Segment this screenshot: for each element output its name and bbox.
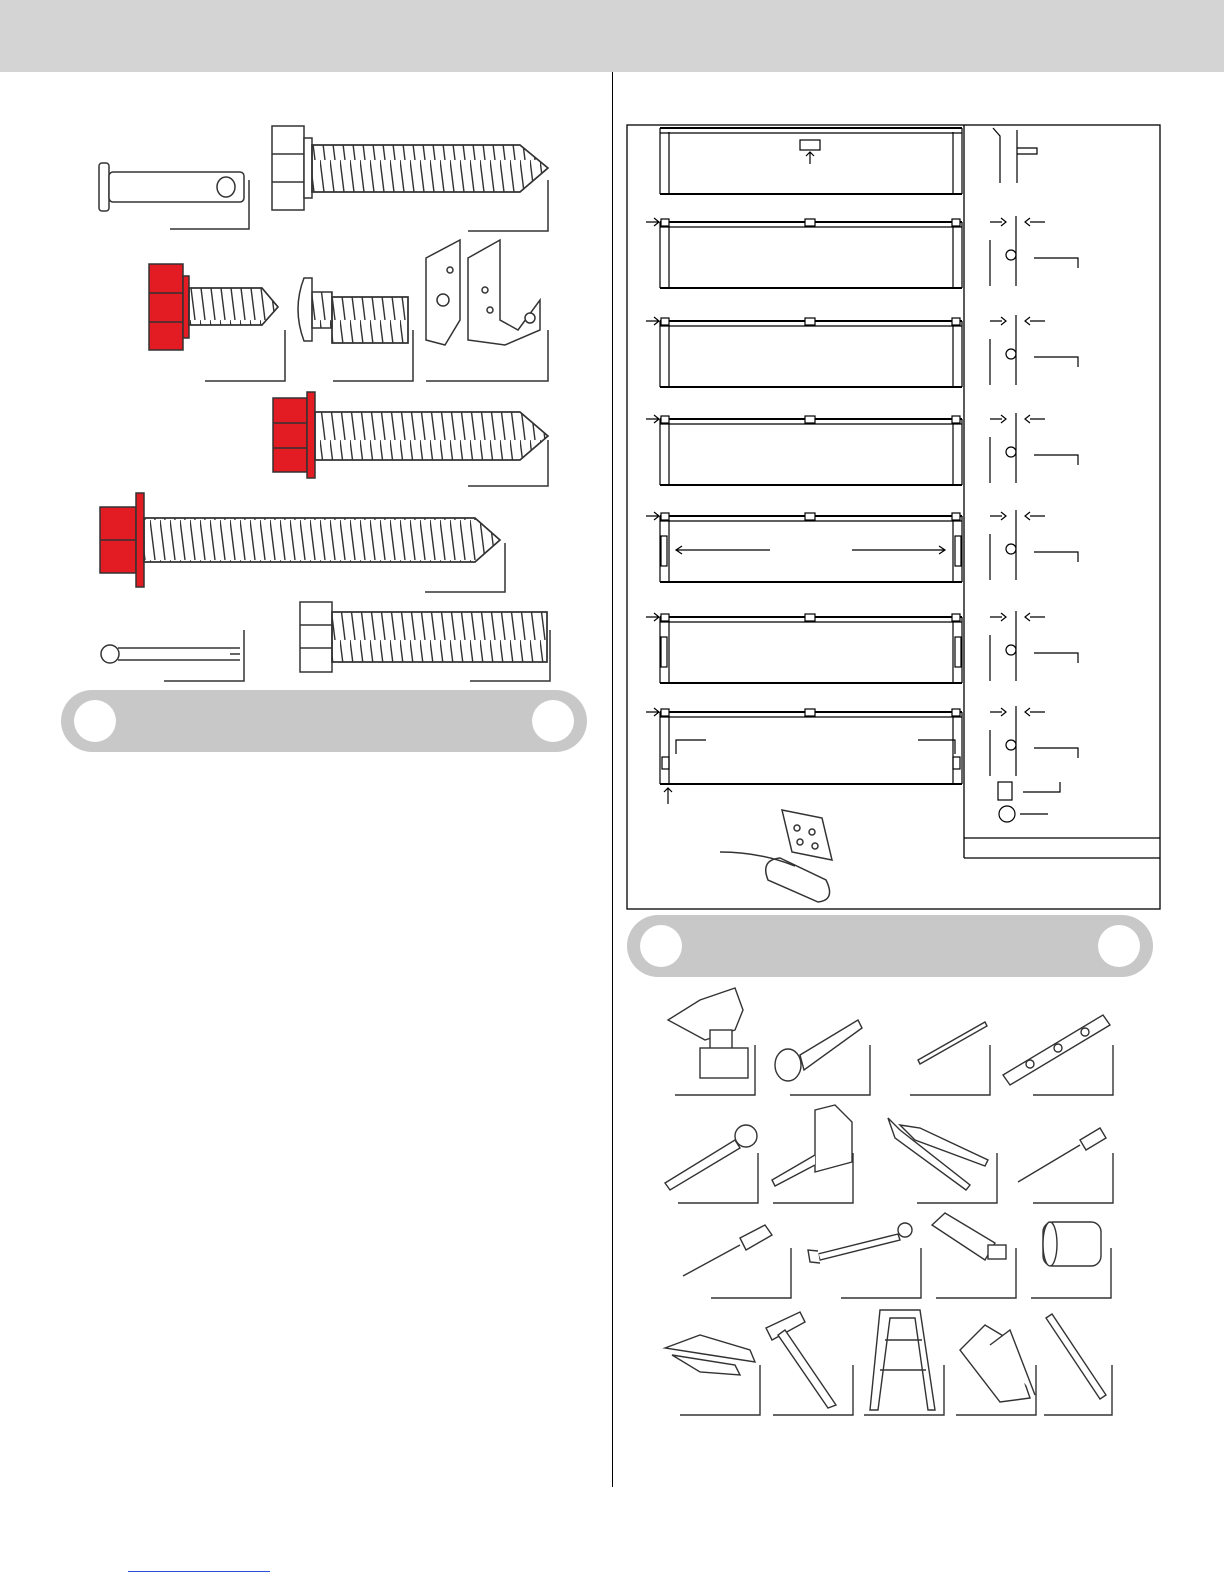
socket-icon — [1031, 1222, 1111, 1298]
locking-pliers-icon — [665, 1335, 760, 1415]
pliers-icon — [888, 1118, 997, 1203]
power-drill-icon — [668, 988, 755, 1095]
tape-measure-icon — [772, 1105, 853, 1203]
wrench-icon — [808, 1223, 921, 1298]
level-icon — [1003, 1015, 1113, 1095]
pencil-icon — [1044, 1314, 1112, 1415]
hammer-icon — [766, 1312, 853, 1415]
footer-link[interactable] — [128, 1571, 270, 1572]
socket-extension-icon — [932, 1213, 1016, 1298]
gloves-icon — [956, 1325, 1036, 1415]
nut-driver-icon — [775, 1020, 870, 1095]
ratchet-icon — [665, 1125, 758, 1203]
drill-bit-icon — [910, 1022, 990, 1095]
step-ladder-icon — [864, 1310, 944, 1415]
phillips-screwdriver-icon — [1018, 1128, 1113, 1203]
flat-screwdriver-icon — [683, 1225, 791, 1298]
